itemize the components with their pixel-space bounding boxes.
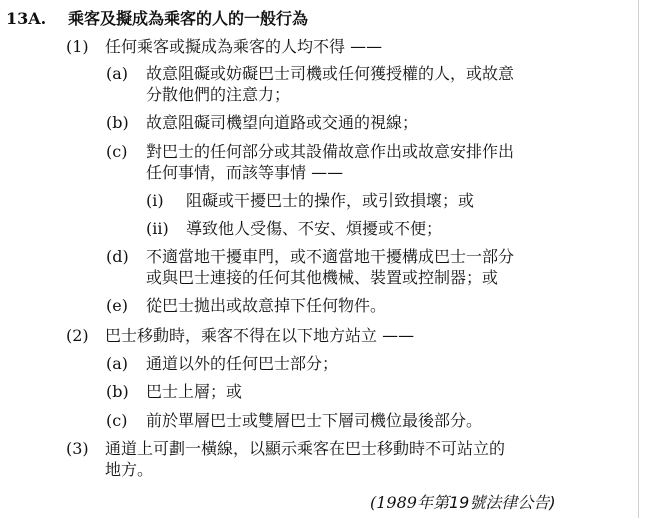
section-title: 乘客及擬成為乘客的人的一般行為	[68, 9, 309, 28]
subitem-label: (c)	[106, 411, 128, 430]
citation-text: 年第19號法律公告)	[416, 493, 556, 512]
subitem-line: 分散他們的注意力；	[146, 85, 291, 104]
subitem-label: (b)	[106, 113, 129, 132]
subsubitem-text: 阻礙或干擾巴士的操作，或引致損壞；或	[186, 191, 475, 210]
item-text: 通道上可劃一橫線，以顯示乘客在巴士移動時不可站立的	[105, 439, 506, 458]
subitem-label: (e)	[106, 296, 128, 315]
item-text: 巴士移動時，乘客不得在以下地方站立 ——	[105, 326, 415, 345]
subitem-line: 從巴士拋出或故意掉下任何物件。	[146, 296, 387, 315]
subsubitem-text: 導致他人受傷、不安、煩擾或不便；	[186, 219, 443, 238]
section-heading	[6, 6, 308, 29]
section-number: 13A.	[6, 9, 47, 28]
subitem-line: 前於單層巴士或雙層巴士下層司機位最後部分。	[146, 411, 483, 430]
item-text: 地方。	[105, 460, 154, 479]
subitem-line: 對巴士的任何部分或其設備故意作出或故意安排作出	[146, 142, 515, 161]
subitem-label: (b)	[106, 382, 129, 401]
subitem-line: 故意阻礙或妨礙巴士司機或任何獲授權的人，或故意	[146, 64, 515, 83]
item-label: (2)	[66, 326, 89, 345]
subsubitem-label: (ii)	[146, 219, 169, 238]
item-label: (3)	[66, 439, 89, 458]
margin-rule	[638, 0, 639, 518]
subitem-label: (a)	[106, 354, 129, 373]
item-text: 任何乘客或擬成為乘客的人均不得 ——	[105, 37, 383, 56]
subitem-label: (a)	[106, 64, 129, 83]
item-label: (1)	[66, 37, 89, 56]
subitem-line: 巴士上層；或	[146, 382, 243, 401]
citation-year: (1989	[370, 493, 417, 512]
subitem-line: 故意阻礙司機望向道路或交通的視線；	[146, 113, 419, 132]
subitem-label: (d)	[106, 247, 129, 266]
subitem-line: 或與巴士連接的任何其他機械、裝置或控制器；或	[146, 268, 499, 287]
subitem-line: 任何事情，而該等事情 ——	[146, 163, 344, 182]
subitem-line: 通道以外的任何巴士部分；	[146, 354, 339, 373]
subitem-label: (c)	[106, 142, 128, 161]
subsubitem-label: (i)	[146, 191, 164, 210]
subitem-line: 不適當地干擾車門，或不適當地干擾構成巴士一部分	[146, 247, 515, 266]
legal-notice-citation	[370, 490, 556, 513]
